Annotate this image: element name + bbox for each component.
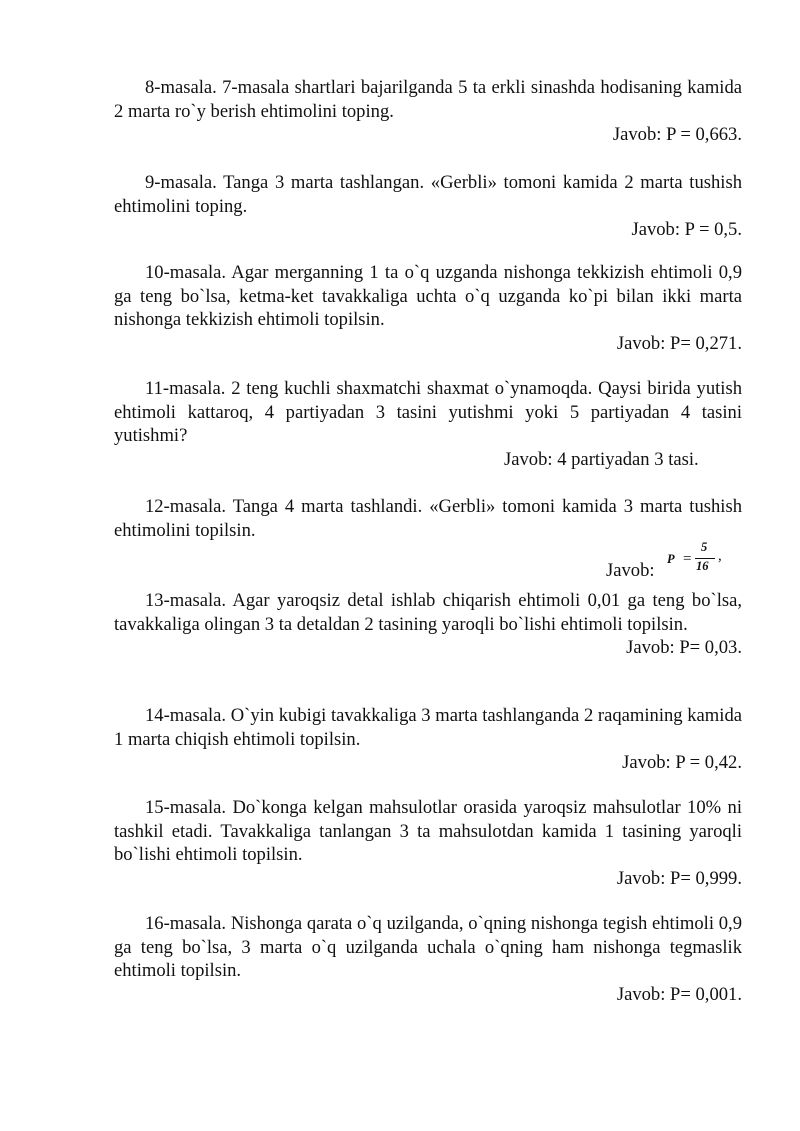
problem-answer [114,542,742,586]
formula-comma: , [718,548,722,564]
problem-text: 13-masala. Agar yaroqsiz detal ishlab chiqarish ehtimoli 0,01 ga teng bo`lsa, tavakkaliga olingan 3 ta detaldan 2 tasining yaroqli bo`lishi ehtimoli topilsin. [114,590,742,635]
problem-16 [114,912,742,1006]
answer-label: Javob: [606,560,655,581]
problem-answer: Javob: P= 0,001. [616,983,742,1005]
problem-answer: Javob: P = 0,663. [612,124,742,145]
problem-text: 12-masala. Tanga 4 marta tashlandi. «Gerbli» tomoni kamida 3 marta tushish ehtimolini topilsin. [114,496,742,541]
problem-text: 15-masala. Do`konga kelgan mahsulotlar orasida yaroqsiz mahsulotlar 10% ni tashkil etadi. Tavakkaliga tanlangan 3 ta mahsulotdan kamida 1 tasining yaroqli bo`lishi ehtimoli topilsin. [114,797,742,865]
problem-answer: Javob: 4 partiyadan 3 tasi. [504,448,699,470]
problem-answer: Javob: P = 0,5. [631,219,742,240]
problem-13 [114,589,742,660]
problem-14 [114,704,742,775]
problem-answer: Javob: P= 0,999. [616,867,742,889]
problem-text: 10-masala. Agar merganning 1 ta o`q uzganda nishonga tekkizish ehtimoli 0,9 ga teng bo`lsa, ketma-ket tavakkaliga uchta o`q uzganda ko`pi bilan ikki marta nishonga tekkizish ehtimoli topilsin. [114,262,742,330]
problem-15 [114,796,742,890]
problem-answer: Javob: P= 0,271. [616,332,742,354]
problem-9 [114,171,742,242]
problem-text: 11-masala. 2 teng kuchli shaxmatchi shaxmat o`ynamoqda. Qaysi birida yutish ehtimoli kattaroq, 4 partiyadan 3 tasini yutishmi yoki 5 partiyadan 4 tasini yutishmi? [114,378,742,446]
problem-text: 16-masala. Nishonga qarata o`q uzilganda, o`qning nishonga tegish ehtimoli 0,9 ga teng bo`lsa, 3 marta o`q uzilganda uchala o`qning ham nishonga tegmaslik ehtimoli topilsin. [114,913,742,981]
fraction-denominator: 16 [696,559,709,573]
problem-11 [114,377,742,471]
formula-equals: = [683,551,692,567]
formula-symbol: P [667,552,675,566]
problem-8 [114,76,742,147]
problem-12 [114,495,742,586]
problem-text: 9-masala. Tanga 3 marta tashlangan. «Gerbli» tomoni kamida 2 marta tushish ehtimolini toping. [114,172,742,217]
problem-text: 14-masala. O`yin kubigi tavakkaliga 3 marta tashlanganda 2 raqamining kamida 1 marta chiqish ehtimoli topilsin. [114,705,742,750]
problem-10 [114,261,742,355]
problem-answer: Javob: P = 0,42. [622,752,742,773]
problem-answer: Javob: P= 0,03. [626,637,742,658]
problem-text: 8-masala. 7-masala shartlari bajarilganda 5 ta erkli sinashda hodisaning kamida 2 marta ro`y berish ehtimolini toping. [114,77,742,122]
fraction-numerator: 5 [701,540,708,554]
